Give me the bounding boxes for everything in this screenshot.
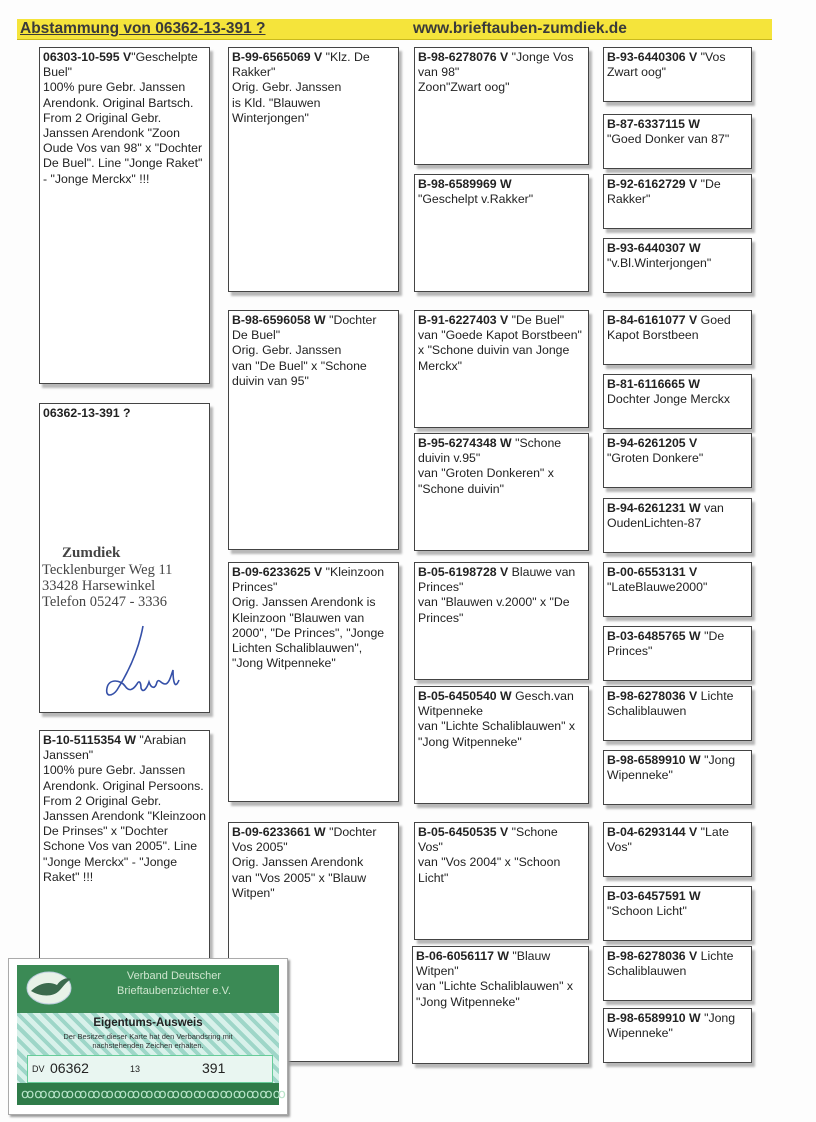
gg8-text: "Blauw Witpen" van "Lichte Schaliblauwen" x "Jong Witpenneke" [416, 949, 574, 1009]
pedigree-box-gg5 [414, 562, 589, 680]
card-subtitle: Der Besitzer dieser Karte hat den Verbandsring mit nachstehenden Zeichen erhalten. [63, 1032, 233, 1050]
gg6-text: Gesch.van Witpenneke van "Lichte Schaliblauwen" x "Jong Witpenneke" [418, 689, 576, 749]
ggg12-id: B-98-6589910 W [607, 753, 701, 767]
pedigree-box-dam [39, 730, 210, 970]
pedigree-box-ggg15 [603, 946, 752, 1001]
gg4-id: B-95-6274348 W [418, 436, 512, 450]
card-title: Eigentums-Ausweis [93, 1017, 203, 1029]
header-bar [17, 19, 772, 40]
gg5-text: Blauwe van Princes" van "Blauwen v.2000" x "De Princes" [418, 565, 576, 625]
pedigree-box-gg7 [414, 822, 589, 940]
dove-logo-icon [23, 969, 75, 1007]
ggg10-text: "De Princes" [607, 629, 725, 659]
ggg7-id: B-94-6261205 V [607, 436, 698, 450]
stamp-phone: Telefon 05247 - 3336 [42, 594, 168, 610]
ggg16-text: "Jong Wipenneke" [607, 1011, 736, 1041]
ggg8-id: B-94-6261231 W [607, 501, 701, 515]
g1-text: "Klz. De Rakker" Orig. Gebr. Janssen is Kld. "Blauwen Winterjongen" [232, 50, 370, 125]
pedigree-box-ggg13 [603, 822, 752, 877]
gg2-text: "Geschelpt v.Rakker" [418, 192, 534, 207]
ggg6-text: Dochter Jonge Merckx [607, 392, 731, 407]
pedigree-box-ggg2 [603, 114, 752, 169]
pedigree-box-ggg5 [603, 310, 752, 365]
pedigree-box-ggg14 [603, 886, 752, 941]
ggg15-text: Lichte Schaliblauwen [607, 949, 734, 979]
gg4-text: "Schone duivin v.95" van "Groten Donkeren" x "Schone duivin" [418, 436, 562, 496]
g1-id: B-99-6565069 V [232, 50, 323, 64]
ggg14-id: B-03-6457591 W [607, 889, 701, 903]
ggg8-text: van OudenLichten-87 [607, 501, 724, 531]
gg7-text: "Schone Vos" van "Vos 2004" x "Schoon Licht" [418, 825, 561, 885]
pedigree-box-sire [39, 47, 210, 384]
g3-id: B-09-6233625 V [232, 565, 323, 579]
ggg13-text: "Late Vos" [607, 825, 729, 855]
ggg7-text: "Groten Donkere" [607, 451, 704, 466]
card-organization [89, 969, 259, 999]
ggg5-id: B-84-6161077 V [607, 313, 698, 327]
ggg3-text: "De Rakker" [607, 177, 721, 207]
gg3-text: "De Buel" van "Goede Kapot Borstbeen" x "Schone duivin van Jonge Merckx" [418, 313, 582, 373]
card-year: 13 [130, 1064, 141, 1074]
ggg1-id: B-93-6440306 V [607, 50, 698, 64]
card-footer-glyphs: ꝏꝏꝏꝏꝏꝏꝏꝏꝏꝏꝏꝏꝏꝏꝏꝏꝏꝏꝏꝏ [21, 1086, 286, 1101]
pedigree-box-gg3 [414, 310, 589, 428]
pedigree-box-ggg16 [603, 1008, 752, 1063]
card-ring-number [27, 1055, 273, 1083]
ggg4-id: B-93-6440307 W [607, 241, 701, 255]
ggg14-text: "Schoon Licht" [607, 904, 687, 919]
pedigree-box-gg8 [412, 946, 589, 1064]
pedigree-box-ggg10 [603, 626, 752, 681]
dam-id: B-10-5115354 W [43, 733, 136, 747]
card-dv: DV [32, 1064, 45, 1074]
pedigree-box-g1 [228, 47, 399, 292]
pedigree-box-ggg8 [603, 498, 752, 553]
ggg3-id: B-92-6162729 V [607, 177, 698, 191]
card-ring: 391 [202, 1060, 226, 1076]
sire-text: "Geschelpte Buel" 100% pure Gebr. Janssen Arendonk. Original Bartsch. From 2 Original Gebr. Janssen Arendonk "Zoon Oude Vos van 98" x "Dochter De Buel". Line "Jonge Raket" - "Jonge Merckx" !!! [43, 50, 203, 186]
website-link[interactable]: www.brieftauben-zumdiek.de [413, 20, 627, 37]
ggg10-id: B-03-6485765 W [607, 629, 701, 643]
stamp-city: 33428 Harsewinkel [42, 578, 156, 594]
pedigree-box-ggg12 [603, 750, 752, 805]
gg7-id: B-05-6450535 V [418, 825, 509, 839]
pedigree-box-ggg3 [603, 174, 752, 229]
address-stamp [42, 545, 212, 610]
ggg9-text: "LateBlauwe2000" [607, 580, 708, 595]
pedigree-box-g3 [228, 562, 399, 802]
gg1-text: "Jonge Vos van 98" Zoon"Zwart oog" [418, 50, 574, 95]
g3-text: "Kleinzoon Princes" Orig. Janssen Arendonk is Kleinzoon "Blauwen van 2000", "De Princes", "Jonge Lichten Schaliblauwen", "Jong Witpenneke" [232, 565, 385, 671]
card-org-line2: Brieftaubenzüchter e.V. [117, 985, 231, 997]
ggg9-id: B-00-6553131 V [607, 565, 698, 579]
pedigree-box-ggg7 [603, 433, 752, 488]
stamp-street: Tecklenburger Weg 11 [42, 562, 173, 578]
pedigree-box-gg2 [414, 174, 589, 292]
pedigree-box-ggg9 [603, 562, 752, 617]
gg2-id: B-98-6589969 W [418, 177, 512, 191]
card-number: 06362 [50, 1060, 89, 1076]
gg6-id: B-05-6450540 W [418, 689, 512, 703]
pedigree-box-ggg1 [603, 47, 752, 102]
pedigree-box-g2 [228, 310, 399, 550]
ggg15-id: B-98-6278036 V [607, 949, 698, 963]
ggg6-id: B-81-6116665 W [607, 377, 700, 391]
gg1-id: B-98-6278076 V [418, 50, 509, 64]
ggg11-id: B-98-6278036 V [607, 689, 698, 703]
gg5-id: B-05-6198728 V [418, 565, 509, 579]
page-title: Abstammung von 06362-13-391 ? [20, 20, 266, 37]
ggg16-id: B-98-6589910 W [607, 1011, 701, 1025]
g2-text: "Dochter De Buel" Orig. Gebr. Janssen van "De Buel" x "Schone duivin van 95" [232, 313, 377, 388]
g2-id: B-98-6596058 W [232, 313, 326, 327]
ggg5-text: Goed Kapot Borstbeen [607, 313, 731, 343]
g4-text: "Dochter Vos 2005" Orig. Janssen Arendonk van "Vos 2005" x "Blauw Witpen" [232, 825, 377, 900]
g4-id: B-09-6233661 W [232, 825, 326, 839]
pedigree-box-gg4 [414, 433, 589, 551]
gg3-id: B-91-6227403 V [418, 313, 509, 327]
ggg11-text: Lichte Schaliblauwen [607, 689, 734, 719]
card-org-line1: Verband Deutscher [126, 970, 222, 982]
pedigree-box-ggg11 [603, 686, 752, 741]
main-id: 06362-13-391 ? [43, 406, 131, 420]
pedigree-box-ggg4 [603, 238, 752, 293]
pedigree-box-gg6 [414, 686, 589, 804]
signature-icon [95, 618, 190, 708]
ggg2-text: "Goed Donker van 87" [607, 132, 730, 147]
pedigree-box-gg1 [414, 47, 589, 165]
ggg12-text: "Jong Wipenneke" [607, 753, 736, 783]
ggg1-text: "Vos Zwart oog" [607, 50, 726, 80]
ggg4-text: "v.Bl.Winterjongen" [607, 256, 712, 271]
ggg13-id: B-04-6293144 V [607, 825, 698, 839]
card-footer-pattern [17, 1083, 286, 1105]
ggg2-id: B-87-6337115 W [607, 117, 700, 131]
gg8-id: B-06-6056117 W [416, 949, 509, 963]
ownership-card [8, 958, 288, 1115]
pedigree-box-ggg6 [603, 374, 752, 429]
sire-id: 06303-10-595 V [43, 50, 132, 64]
stamp-name: Zumdiek [62, 545, 121, 561]
dam-text: "Arabian Janssen" 100% pure Gebr. Janssen Arendonk. Original Persoons. From 2 Original Gebr. Janssen Arendonk "Kleinzoon De Prinses" x "Dochter Schone Vos van 2005". Line "Jonge Merckx" - "Jonge Raket" !!! [43, 733, 206, 884]
